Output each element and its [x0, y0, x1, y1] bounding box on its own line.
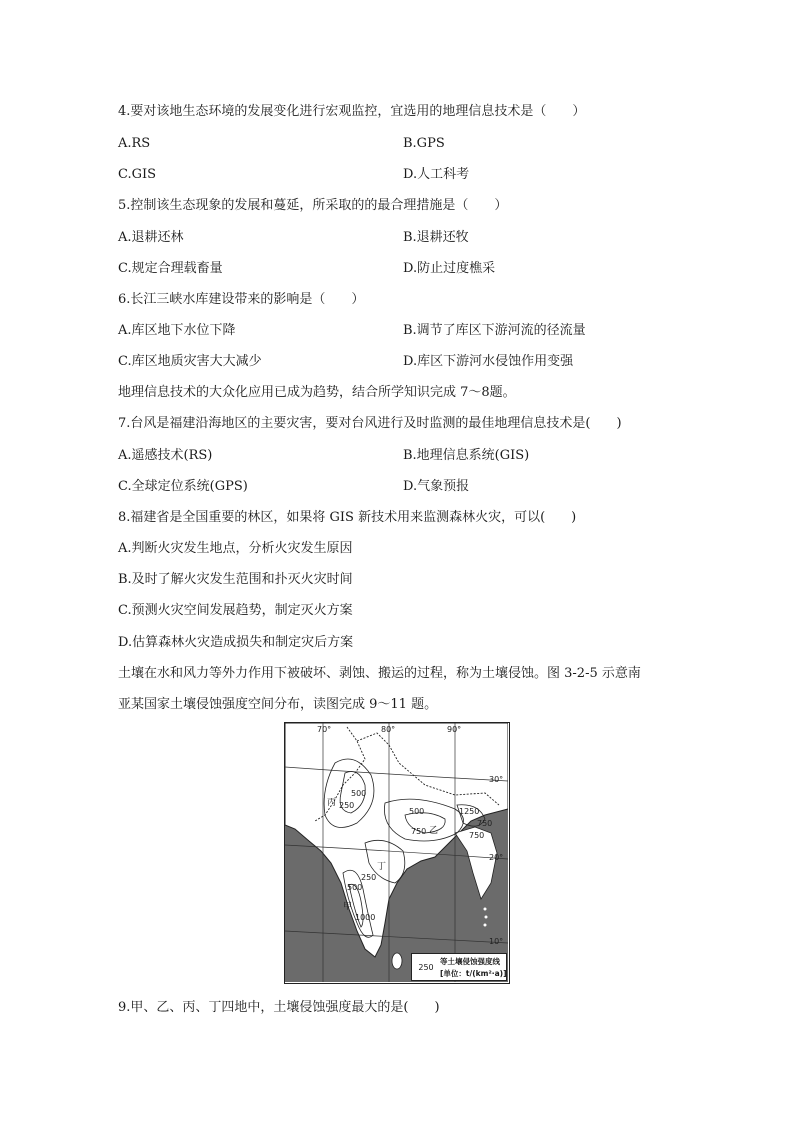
option-c: C.预测火灾空间发展趋势，制定灭火方案: [118, 603, 353, 618]
question-text: 7.台风是福建沿海地区的主要灾害，要对台风进行及时监测的最佳地理信息技术是( ): [118, 416, 622, 431]
option-b: B.及时了解火灾发生范围和扑灭火灾时间: [118, 572, 353, 587]
option-d: D.库区下游河水侵蚀作用变强: [403, 354, 574, 369]
option-d: D.气象预报: [403, 479, 470, 494]
map-legend: [411, 953, 507, 981]
contour-label: 1250: [459, 807, 480, 816]
option-a: A.遥感技术(RS): [118, 448, 213, 463]
latitude-label: 20°: [489, 853, 504, 862]
longitude-label: 90°: [447, 725, 462, 734]
map-drawing: [285, 723, 508, 982]
option-a: A.退耕还林: [118, 230, 184, 245]
question-text: 6.长江三峡水库建设带来的影响是（ ）: [118, 292, 365, 307]
question-text: 8.福建省是全国重要的林区，如果将 GIS 新技术用来监测森林火灾，可以( ): [118, 510, 577, 525]
contour-label: 250: [361, 873, 377, 882]
soil-erosion-map: [284, 722, 510, 984]
option-a: A.库区地下水位下降: [118, 323, 236, 338]
option-c: C.规定合理载畜量: [118, 261, 223, 276]
option-d: D.估算森林火灾造成损失和制定灾后方案: [118, 635, 354, 650]
contour-label: 500: [347, 883, 363, 892]
section-intro: 土壤在水和风力等外力作用下被破坏、剥蚀、搬运的过程，称为土壤侵蚀。图 3-2-5 示意南: [118, 666, 641, 681]
latitude-label: 30°: [489, 775, 504, 784]
place-label-bing: 丙: [327, 798, 337, 808]
longitude-label: 80°: [381, 725, 396, 734]
legend-contour-symbol: 250: [418, 963, 434, 972]
contour-label: 750: [469, 831, 485, 840]
contour-label: 500: [409, 807, 425, 816]
option-d: D.防止过度樵采: [403, 261, 496, 276]
option-b: B.GPS: [403, 136, 445, 151]
legend-unit: [单位：t/(km²·a)]: [440, 969, 507, 978]
island: [484, 924, 487, 927]
question-text: 4.要对该地生态环境的发展变化进行宏观监控，宜选用的地理信息技术是（ ）: [118, 104, 586, 119]
place-label-ding: 丁: [377, 862, 387, 872]
legend-title: 等土壤侵蚀强度线: [440, 957, 500, 966]
option-a: A.判断火灾发生地点，分析火灾发生原因: [118, 541, 353, 556]
option-c: C.GIS: [118, 167, 157, 182]
contour-label: 250: [339, 801, 355, 810]
contour-label: 1000: [355, 913, 376, 922]
option-d: D.人工科考: [403, 167, 470, 182]
island: [484, 908, 487, 911]
question-9: 9.甲、乙、丙、丁四地中，土壤侵蚀强度最大的是( ): [118, 1000, 440, 1015]
option-b: B.地理信息系统(GIS): [403, 448, 530, 463]
place-label-jia: 甲: [343, 902, 353, 912]
option-a: A.RS: [118, 136, 151, 151]
latitude-label: 10°: [489, 937, 504, 946]
question-text: 5.控制该生态现象的发展和蔓延，所采取的的最合理措施是（ ）: [118, 198, 508, 213]
contour-label: 750: [477, 819, 493, 828]
place-label-yi: 乙: [429, 826, 439, 836]
longitude-label: 70°: [317, 725, 332, 734]
island: [485, 916, 488, 919]
option-c: C.全球定位系统(GPS): [118, 479, 248, 494]
island: [392, 953, 402, 969]
option-c: C.库区地质灾害大大减少: [118, 354, 262, 369]
contour-label: 500: [351, 789, 367, 798]
option-b: B.退耕还牧: [403, 230, 469, 245]
section-intro: 亚某国家土壤侵蚀强度空间分布，读图完成 9～11 题。: [118, 697, 438, 712]
option-b: B.调节了库区下游河流的径流量: [403, 323, 586, 338]
section-intro: 地理信息技术的大众化应用已成为趋势，结合所学知识完成 7～8题。: [118, 385, 516, 400]
contour-label: 750: [411, 827, 427, 836]
